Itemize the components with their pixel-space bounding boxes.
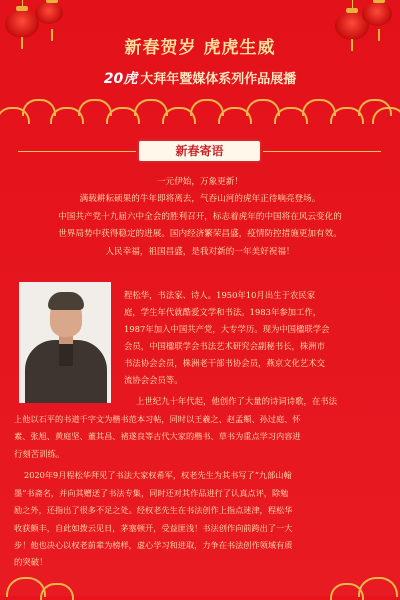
bio-line: 的突破！ [14,557,48,567]
greeting-line: 满载耕耘硕果的牛年即将离去，气吞山河的虎年正待响亮登场。 [79,194,321,204]
bio-line: 励之外，还指出了很多不足之处。经权老先生在书法创作上指点迷津，程松华 [14,505,293,515]
bio-line: 2020年9月程松华拜见了书法大家权希军，权老先生为其书写了“九部山翰 [24,470,292,480]
lantern-icon [35,2,63,24]
page-subtitle [0,68,400,88]
page-title: 新春贺岁 虎虎生威 [124,38,276,58]
cloud-pattern [0,93,400,127]
greeting-badge: 新春寄语 [137,139,262,163]
greeting-line: 中国共产党十九届六中全会的胜利召开，标志着虎年的中国将在风云变化的 [58,212,342,222]
cloud-icon [246,99,280,116]
bio-line: 流协会会员等。 [124,375,183,385]
bio-line: 素、张旭、黄庭坚、董其昌、褚遂良等古代大家的楷书、草书为重点学习内容进 [14,431,301,441]
cloud-icon [190,99,224,116]
cloud-icon [22,99,56,116]
lantern-icon [362,2,392,26]
divider-line [263,151,381,152]
portrait-hair [48,292,84,310]
bio-line: 庭，学生年代就酷爱文学和书法。1983年参加工作， [124,307,322,317]
bio-line: 墨”书斋名，并向其赠送了书法专集，同时还对其作品进行了认真点评，除勉 [14,488,289,498]
divider-line [18,151,136,152]
cloud-icon [40,583,74,600]
cloud-icon [78,99,112,116]
bio-line: 上世纪九十年代起，他创作了大量的诗词诗歌，在书法 [136,396,337,406]
bio-line: 步！他也决心以权老前辈为榜样，虚心学习和进取，力争在书法创作领域有质 [14,540,293,550]
bio-line: 会员，中国楹联学会书法艺术研究会副秘书长，株洲市 [124,341,325,351]
greeting-line: 一元伊始，万象更新！ [157,177,243,187]
cloud-icon [134,99,168,116]
logo-text: 20虎 [103,71,138,87]
bio-line: 1987年加入中国共产党，大专学历。现为中国楹联学会 [124,324,330,334]
greeting-line: 人民幸福，祖国昌盛，是我对新的一年美好祝福！ [105,247,295,257]
portrait-photo [19,282,111,403]
cloud-icon [358,577,398,597]
bio-line: 程松华，书法家、诗人。1950年10月出生于农民家 [124,290,316,300]
bio-line: 行刻苦训练。 [14,449,65,459]
bio-line: 收获颇丰，自此如拨云见日，茅塞顿开，受益匪浅！书法创作向前跨出了一大 [14,523,293,533]
cloud-icon [302,99,336,116]
cloud-pattern-bottom [0,565,400,596]
bio-line: 上他以石平的书道千字文为楷书范本习帖，同时以王羲之、赵孟頫、孙过庭、怀 [14,414,301,424]
subtitle-text: 大拜年暨媒体系列作品展播 [140,72,297,87]
bio-line: 书法协会会员，株洲老干部书协会员，燕京文化艺术交 [124,358,325,368]
greeting-line: 世界局势中获得稳定的进展。国内经济繁荣昌盛，疫情防控措施更加有效。 [58,229,342,239]
